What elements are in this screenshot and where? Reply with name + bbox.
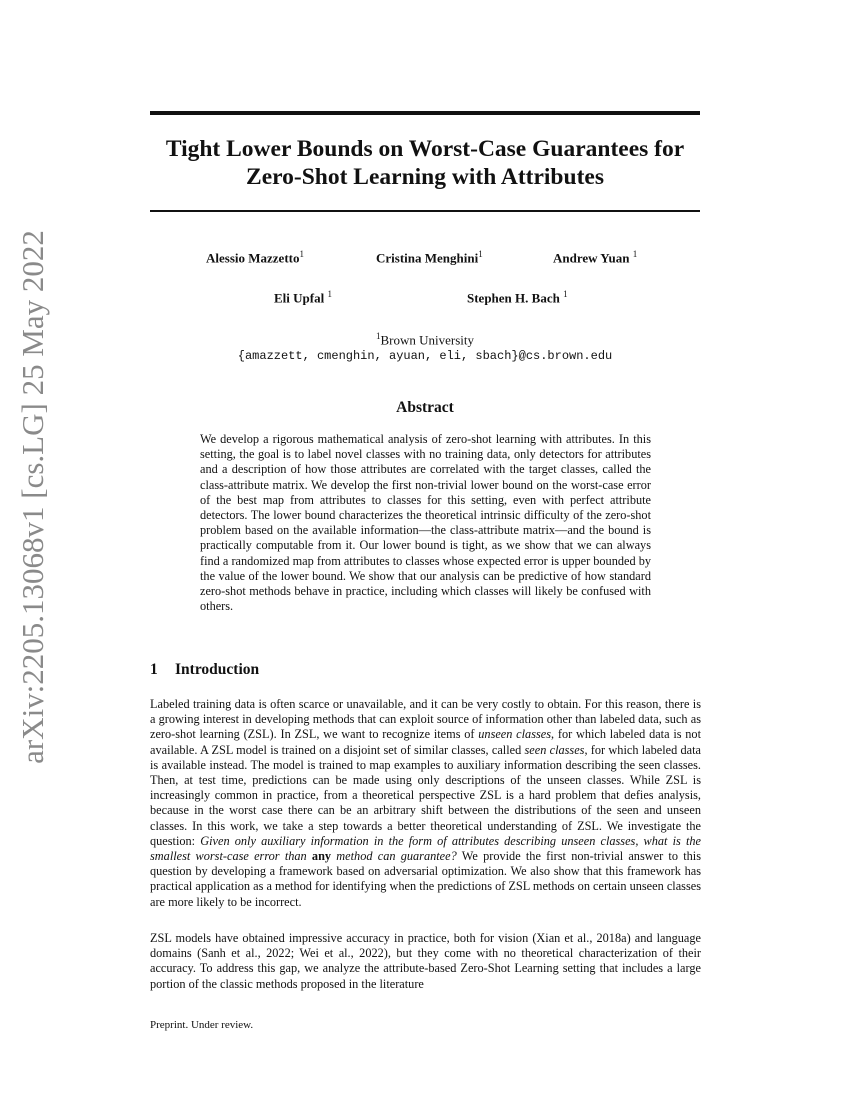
author-name: Eli Upfal bbox=[274, 290, 325, 306]
paragraph-text: Labeled training data is often scarce or unavailable, and it can be very costly to obtain. For this reason, there is a growing interest in developing methods that can exploit source of information other than labeled data, such as zero-shot learning (ZSL). In ZSL, we want to recognize items of bbox=[150, 697, 701, 742]
paragraph-text: , for which labeled data is not available. A ZSL model is trained on a disjoint set of similar classes, called bbox=[150, 727, 701, 757]
author-affiliation-mark: 1 bbox=[327, 289, 332, 299]
affiliation-block bbox=[150, 328, 700, 365]
paper-title bbox=[150, 135, 700, 191]
author-affiliation-mark: 1 bbox=[299, 249, 304, 259]
section-title: Introduction bbox=[175, 661, 260, 678]
author-menghini bbox=[376, 249, 483, 266]
author-name: Stephen H. Bach bbox=[467, 290, 560, 306]
arxiv-identifier-text: arXiv:2205.13068v1 [cs.LG] 25 May 2022 bbox=[15, 230, 50, 764]
abstract-text: We develop a rigorous mathematical analysis of zero-shot learning with attributes. In this setting, the goal is to label novel classes with no training data, only detectors for attributes and a description of how those attributes are correlated with the target classes, called the class-attribute matrix. We develop the first non-trivial lower bound on the worst-case error of the best map from attributes to classes for this setting, even with perfect attribute detectors. The lower bound characterizes the theoretical intrinsic difficulty of the zero-shot problem based on the available information—the class-attribute matrix—and the bound is practically computable from it. Our lower bound is tight, as we show that we can always find a randomized map from attributes to classes whose expected error is upper bounded by the value of the lower bound. We show that our analysis can be predictive of how standard zero-shot methods behave in practice, including which classes will likely be confused with others. bbox=[200, 432, 651, 614]
research-question: Given only auxiliary information in the form of attributes describing unseen classes, what is the smallest worst-case error than bbox=[150, 833, 701, 864]
paragraph-text: , for which labeled data is available instead. The model is trained to map examples to auxiliary information describing the seen classes. Then, at test time, predictions can be made using only descriptions of the unseen classes. While ZSL is increasingly common in practice, from a theoretical perspective ZSL is a hard problem that defies analysis, because in the worst case there can be an arbitrary shift between the distributions of the seen and unseen classes. In this work, we take a step towards a better theoretical understanding of ZSL. We investigate the question: bbox=[150, 742, 701, 848]
author-name: Alessio Mazzetto bbox=[206, 250, 300, 266]
abstract-heading: Abstract bbox=[396, 399, 454, 416]
author-affiliation-mark: 1 bbox=[478, 249, 483, 259]
title-top-rule bbox=[150, 111, 700, 115]
emphasis-seen-classes: seen classes bbox=[524, 742, 585, 757]
author-yuan bbox=[553, 249, 637, 266]
paper-title-line-1: Tight Lower Bounds on Worst-Case Guarantees for bbox=[165, 136, 685, 162]
emphasis-unseen-classes: unseen classes bbox=[478, 727, 552, 742]
author-emails: {amazzett, cmenghin, ayuan, eli, sbach}@cs.brown.edu bbox=[237, 349, 613, 364]
section-heading-introduction bbox=[150, 661, 259, 679]
author-name: Andrew Yuan bbox=[553, 250, 630, 266]
paragraph-text: We provide the first non-trivial answer to this question by developing a framework based on adversarial optimization. We also show that this framework has practical application as a method for identifying when the predictions of ZSL methods on certain unseen classes are more likely to be incorrect. bbox=[150, 849, 701, 909]
author-affiliation-mark: 1 bbox=[563, 289, 568, 299]
paper-title-line-2: Zero-Shot Learning with Attributes bbox=[246, 164, 604, 190]
author-affiliation-mark: 1 bbox=[632, 249, 638, 259]
research-question-end: method can guarantee? bbox=[331, 849, 457, 864]
author-upfal bbox=[274, 289, 332, 306]
author-bach bbox=[467, 289, 568, 306]
institution-name: Brown University bbox=[380, 332, 475, 348]
introduction-paragraph-2: ZSL models have obtained impressive accuracy in practice, both for vision (Xian et al., 2018a) and language domains (Sanh et al., 2022; Wei et al., 2022), but they come with no theoretical characterization of their accuracy. To address this gap, we analyze the attribute-based Zero-Shot Learning setting that includes a large portion of the classic methods proposed in the literature bbox=[150, 931, 701, 991]
arxiv-identifier-stamp bbox=[6, 230, 60, 764]
institution bbox=[150, 328, 700, 348]
author-mazzetto bbox=[206, 249, 304, 266]
section-number: 1 bbox=[150, 661, 158, 678]
emphasis-any: any bbox=[311, 849, 332, 864]
title-bottom-rule bbox=[150, 210, 700, 212]
institution-mark: 1 bbox=[375, 331, 381, 341]
author-name: Cristina Menghini bbox=[376, 250, 479, 266]
introduction-paragraph-1 bbox=[150, 697, 701, 910]
preprint-footer: Preprint. Under review. bbox=[150, 1019, 254, 1031]
